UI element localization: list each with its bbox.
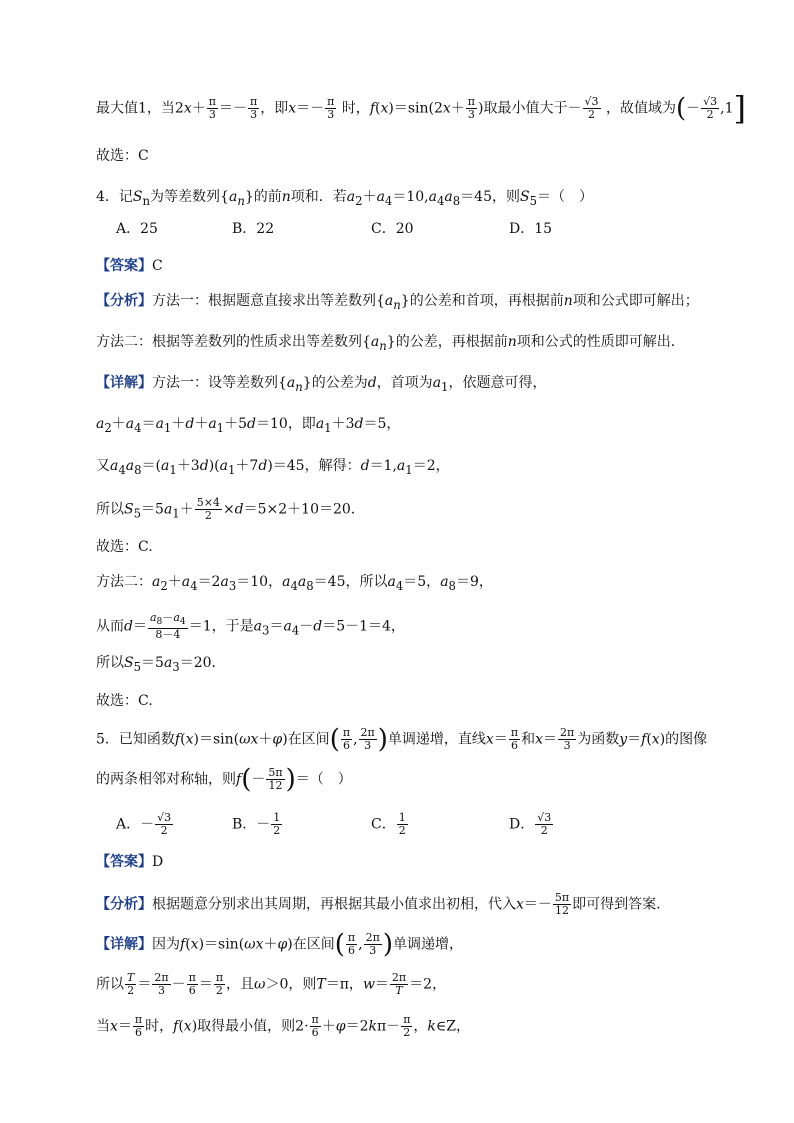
equation-line: 所以$S_5=5a_1+$ $\frac{5\times 4}{2}$ ×d＝5×2＋10＝20．	[96, 496, 365, 522]
question-4-stem: 4．记$S_n$为等差数列$\{a_n\}$的前n项和．若$a_2+a_4=10,a_4a_8=45$，则$S_5=$（ ）	[96, 189, 594, 208]
option-c[interactable]: C．20	[371, 221, 414, 237]
analysis-line: 【分析】方法一：根据题意直接求出等差数列$\{a_n\}$的公差和首项，再根据前n项和公式即可解出；	[96, 293, 699, 312]
equation-line: 又$a_4a_8=(a_1+3d)(a_1+7d)=45$，解得：$d=1,a_1=2$，	[96, 458, 450, 477]
option-b[interactable]: B．22	[232, 221, 275, 237]
method-2-line: 从而d＝ $\frac{a_8-a_4}{8-4}$ ＝1，于是$a_3=a_4-d=5-1=4$，	[96, 611, 405, 642]
detail-line: 【详解】方法一：设等差数列$\{a_n\}$的公差为d，首项为$a_1$，依题意可得，	[96, 375, 547, 394]
option-a[interactable]: A．25	[116, 221, 158, 237]
option-b[interactable]: B．－ $\frac{1}{2}$	[232, 811, 281, 837]
equation-line: 所以 $\frac{T}{2}$ ＝ $\frac{2\pi}{3}$ － $\frac{\pi}{6}$ ＝ $\frac{\pi}{2}$ ，且ω＞0，则T＝π，w＝ $\frac{2\pi}{T}$ ＝2，	[96, 971, 447, 997]
answer-line: 【答案】C	[96, 258, 163, 274]
analysis-line: 【分析】根据题意分别求出其周期，再根据其最小值求出初相，代入x＝－ $\frac{5\pi}{12}$ 即可得到答案.	[96, 891, 661, 917]
equation-line: 当x＝ $\frac{\pi}{6}$ 时，f(x)取得最小值，则2· $\frac{\pi}{6}$ ＋φ＝2kπ－ $\frac{\pi}{2}$ ，k∈Z，	[96, 1013, 470, 1039]
answer-line: 【答案】D	[96, 854, 164, 870]
option-d[interactable]: D．15	[509, 221, 553, 237]
analysis-line-2: 方法二：根据等差数列的性质求出等差数列$\{a_n\}$的公差，再根据前n项和公式的性质即可解出．	[96, 334, 685, 353]
option-d[interactable]: D． $\frac{√3}{2}$	[509, 811, 552, 837]
text-line-range: 最大值1，当2x＋ $\frac{\pi}{3}$ ＝－ $\frac{\pi}{3}$ ，即x＝－ $\frac{\pi}{3}$ 时，f(x)＝sin(2x＋ $\frac{\pi}{3}$ )取最小值大于－ $\frac{√3}{2}$ ，故值域为(－ $\frac{√3}{2}$ ,1]	[96, 89, 746, 128]
option-c[interactable]: C． $\frac{1}{2}$	[371, 811, 406, 837]
choice-text: 故选：C	[96, 148, 149, 164]
method-2-line: 所以$S_5=5a_3=20$．	[96, 655, 226, 674]
method-2-line: 方法二：$a_2+a_4=2a_3=10$，$a_4a_8=45$，所以$a_4=5$，$a_8=9$，	[96, 574, 493, 593]
detail-line: 【详解】因为f(x)＝sin(ωx＋φ)在区间( $\frac{\pi}{6}$ , $\frac{2\pi}{3}$ )单调递增，	[96, 929, 463, 960]
equation-line: $a_2+a_4=a_1+d+a_1+5d=10$，即$a_1+3d=5$，	[96, 416, 401, 435]
choice-text: 故选：C.	[96, 539, 153, 555]
option-a[interactable]: A．－ $\frac{√3}{2}$	[116, 811, 172, 837]
question-5-stem: 5．已知函数f(x)＝sin(ωx＋φ)在区间( $\frac{\pi}{6}$ , $\frac{2\pi}{3}$ )单调递增，直线x＝ $\frac{\pi}{6}$ 和x＝ $\frac{2\pi}{3}$ 为函数y＝f(x)的图像	[96, 724, 708, 755]
choice-text: 故选：C.	[96, 693, 153, 709]
question-5-stem-2: 的两条相邻对称轴，则f(－ $\frac{5\pi}{12}$ )＝（ ）	[96, 764, 352, 795]
